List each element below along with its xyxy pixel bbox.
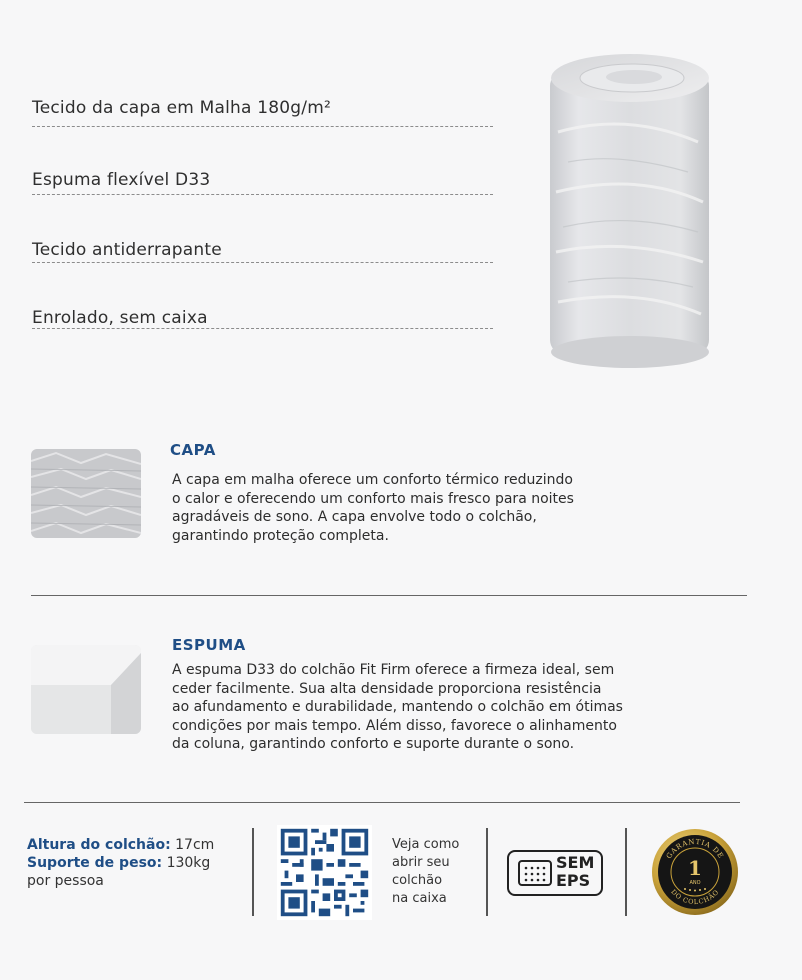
section-divider <box>31 595 747 596</box>
seal-bottom-text: DO COLCHÃO <box>669 887 721 907</box>
vertical-separator <box>252 828 254 916</box>
espuma-description <box>172 661 652 754</box>
dotted-divider <box>32 262 493 263</box>
mattress-icon <box>517 859 553 887</box>
feature-label: Espuma flexível D33 <box>32 170 211 190</box>
seal-top-text: GARANTIA DE <box>664 837 726 861</box>
guarantee-seal <box>651 828 739 916</box>
rolled-mattress-image <box>548 52 711 370</box>
dotted-divider <box>32 328 493 329</box>
feature-label: Enrolado, sem caixa <box>32 308 208 328</box>
capa-description <box>172 471 632 545</box>
sem-eps-line2: EPS <box>556 871 591 890</box>
espuma-foam-image <box>31 645 141 734</box>
height-value: 17cm <box>175 837 215 853</box>
capa-fabric-image <box>31 449 141 538</box>
feature-label: Tecido antiderrapante <box>32 240 222 260</box>
sem-eps-line1: SEM <box>556 853 595 872</box>
feature-label: Tecido da capa em Malha 180g/m² <box>32 98 331 118</box>
text-line: da coluna, garantindo conforto e suporte durante o sono. <box>172 736 575 753</box>
sem-eps-badge <box>507 850 603 896</box>
section-divider <box>24 802 740 803</box>
weight-suffix: por pessoa <box>27 873 104 889</box>
text-line: condições por mais tempo. Além disso, favorece o alinhamento <box>172 717 617 734</box>
vertical-separator <box>486 828 488 916</box>
weight-label: Suporte de peso: <box>27 855 163 871</box>
feature-item <box>32 98 493 128</box>
dotted-divider <box>32 126 493 127</box>
text-line: na caixa <box>392 891 447 906</box>
text-line: colchão <box>392 873 443 888</box>
seal-number: 1 <box>688 856 702 880</box>
qr-code-image[interactable] <box>277 825 372 920</box>
espuma-title: ESPUMA <box>172 636 246 654</box>
text-line: agradáveis de sono. A capa envolve todo o colchão, <box>172 509 537 526</box>
qr-caption <box>392 836 459 908</box>
height-spec <box>27 836 247 854</box>
text-line: ceder facilmente. Sua alta densidade proporciona resistência <box>172 680 602 697</box>
capa-title: CAPA <box>170 441 216 459</box>
text-line: o calor e oferecendo um conforto mais fresco para noites <box>172 490 574 507</box>
text-line: A espuma D33 do colchão Fit Firm oferece a firmeza ideal, sem <box>172 662 615 678</box>
height-label: Altura do colchão: <box>27 837 171 853</box>
text-line: ao afundamento e durabilidade, mantendo o colchão em ótimas <box>172 699 623 716</box>
mattress-specs <box>27 836 247 890</box>
text-line: A capa em malha oferece um conforto térmico reduzindo <box>172 472 573 488</box>
text-line: garantindo proteção completa. <box>172 527 389 544</box>
feature-item <box>32 240 493 270</box>
weight-value: 130kg <box>166 855 211 871</box>
feature-item <box>32 308 493 338</box>
text-line: abrir seu <box>392 855 450 870</box>
dotted-divider <box>32 194 493 195</box>
seal-unit: ANO <box>689 880 701 886</box>
feature-item <box>32 170 493 200</box>
text-line: Veja como <box>392 837 460 852</box>
weight-spec <box>27 854 247 872</box>
vertical-separator <box>625 828 627 916</box>
